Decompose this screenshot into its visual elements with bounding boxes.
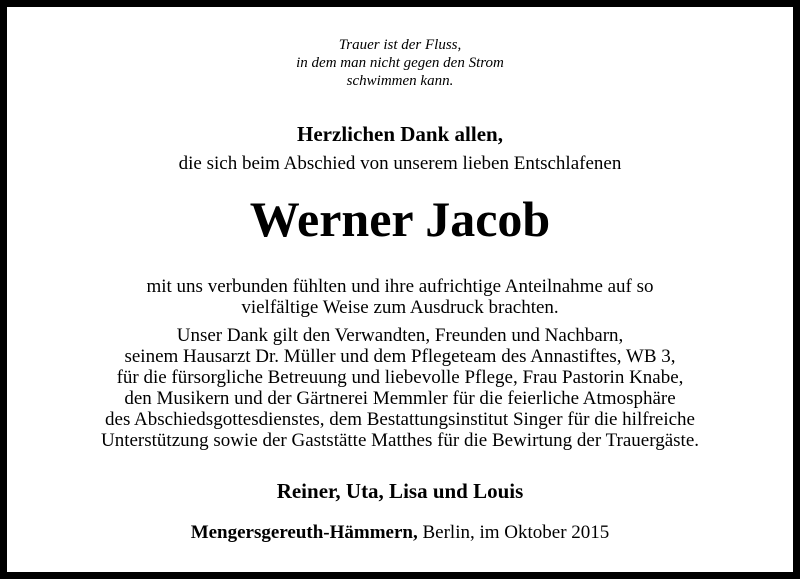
place-date-rest: Berlin, im Oktober 2015 bbox=[417, 522, 610, 543]
place-name: Mengersgereuth-Hämmern, bbox=[190, 522, 418, 543]
message-line-3: Unser Dank gilt den Verwandten, Freunden und Nachbarn, bbox=[176, 325, 624, 346]
message-line-4: seinem Hausarzt Dr. Müller und dem Pflegeteam des Annastiftes, WB 3, bbox=[124, 346, 676, 367]
message-line-5: für die fürsorgliche Betreuung und liebevolle Pflege, Frau Pastorin Knabe, bbox=[116, 367, 684, 388]
motto-line-1: Trauer ist der Fluss, bbox=[338, 37, 462, 53]
thanks-subline: die sich beim Abschied von unserem lieben Entschlafenen bbox=[178, 153, 622, 174]
deceased-name: Werner Jacob bbox=[249, 191, 551, 247]
message-line-1: mit uns verbunden fühlten und ihre aufrichtige Anteilnahme auf so bbox=[146, 276, 654, 297]
place-date-line bbox=[7, 522, 793, 543]
motto-line-3: schwimmen kann. bbox=[346, 73, 454, 89]
message-line-8: Unterstützung sowie der Gaststätte Matthes für die Bewirtung der Trauergäste. bbox=[100, 430, 700, 451]
message-line-7: des Abschiedsgottesdienstes, dem Bestattungsinstitut Singer für die hilfreiche bbox=[105, 409, 695, 430]
message-line-6: den Musikern und der Gärtnerei Memmler für die feierliche Atmosphäre bbox=[124, 388, 676, 409]
message-line-2: vielfältige Weise zum Ausdruck brachten. bbox=[241, 297, 559, 318]
thanks-heading: Herzlichen Dank allen, bbox=[297, 122, 503, 146]
motto-line-2: in dem man nicht gegen den Strom bbox=[296, 55, 504, 71]
signatories: Reiner, Uta, Lisa und Louis bbox=[276, 479, 524, 503]
